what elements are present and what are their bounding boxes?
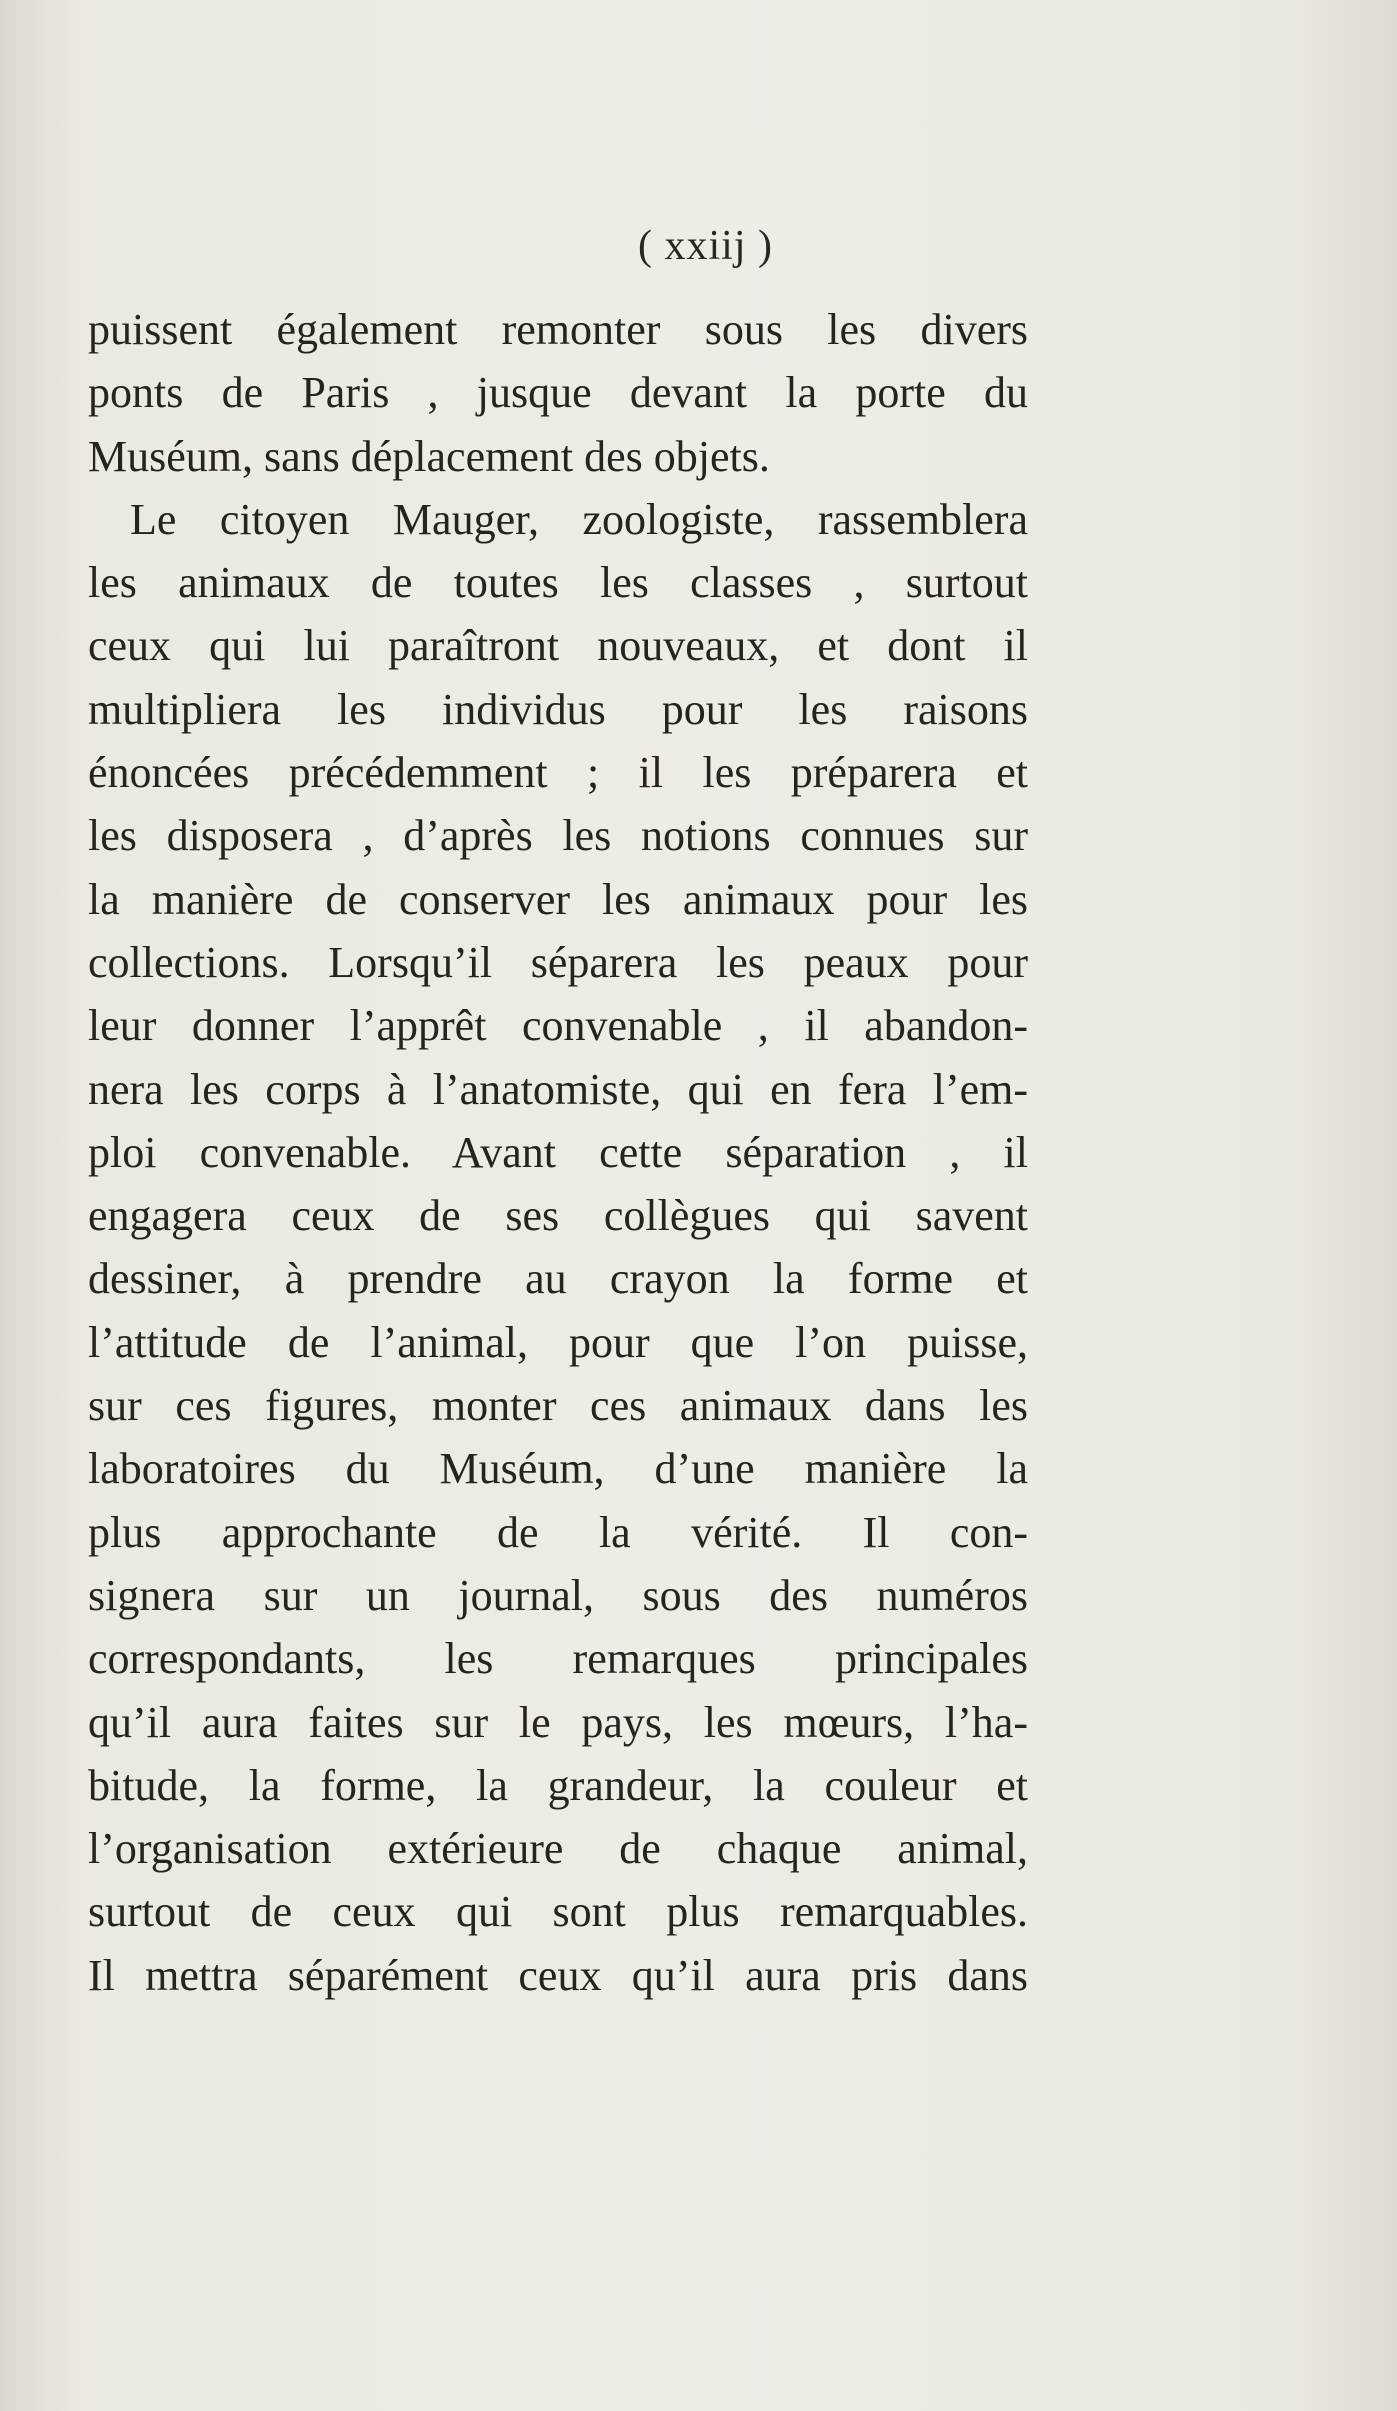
text-line: l’organisation extérieure de chaque animal, — [88, 1824, 1028, 1874]
text-line: collections. Lorsqu’il séparera les peaux pour — [88, 937, 1028, 987]
text-line: Le citoyen Mauger, zoologiste, rassemblera — [130, 494, 1028, 544]
text-line: laboratoires du Muséum, d’une manière la — [88, 1444, 1028, 1494]
text-line: l’attitude de l’animal, pour que l’on puisse, — [88, 1317, 1028, 1367]
text-line: sur ces figures, monter ces animaux dans les — [88, 1381, 1028, 1431]
text-line: Muséum, sans déplacement des objets. — [88, 431, 770, 481]
text-line: énoncées précédemment ; il les préparera et — [88, 748, 1028, 798]
text-line: leur donner l’apprêt convenable , il abandon- — [88, 1001, 1028, 1051]
text-line: dessiner, à prendre au crayon la forme et — [88, 1254, 1028, 1304]
text-line: plus approchante de la vérité. Il con- — [88, 1507, 1028, 1557]
body-text — [88, 298, 1028, 2007]
text-line: puissent également remonter sous les divers — [88, 305, 1028, 354]
page-number: ( xxiij ) — [638, 223, 773, 269]
text-line: nera les corps à l’anatomiste, qui en fera l’em- — [88, 1064, 1028, 1114]
text-line: bitude, la forme, la grandeur, la couleur et — [88, 1760, 1028, 1810]
text-line: surtout de ceux qui sont plus remarquables. — [88, 1887, 1028, 1937]
page-header — [0, 222, 1397, 270]
text-line: qu’il aura faites sur le pays, les mœurs, l’ha- — [88, 1697, 1028, 1747]
text-line: les animaux de toutes les classes , surtout — [88, 558, 1028, 608]
text-line: ponts de Paris , jusque devant la porte du — [88, 368, 1028, 418]
text-line: correspondants, les remarques principales — [88, 1634, 1028, 1684]
text-line: la manière de conserver les animaux pour les — [88, 874, 1028, 924]
text-line: engagera ceux de ses collègues qui savent — [88, 1191, 1028, 1241]
text-line: Il mettra séparément ceux qu’il aura pris dans — [88, 1950, 1028, 2000]
text-line: multipliera les individus pour les raisons — [88, 684, 1028, 734]
text-line: signera sur un journal, sous des numéros — [88, 1570, 1028, 1620]
text-line: les disposera , d’après les notions connues sur — [88, 811, 1028, 861]
text-line: ceux qui lui paraîtront nouveaux, et dont il — [88, 621, 1028, 671]
text-line: ploi convenable. Avant cette séparation , il — [88, 1127, 1028, 1177]
